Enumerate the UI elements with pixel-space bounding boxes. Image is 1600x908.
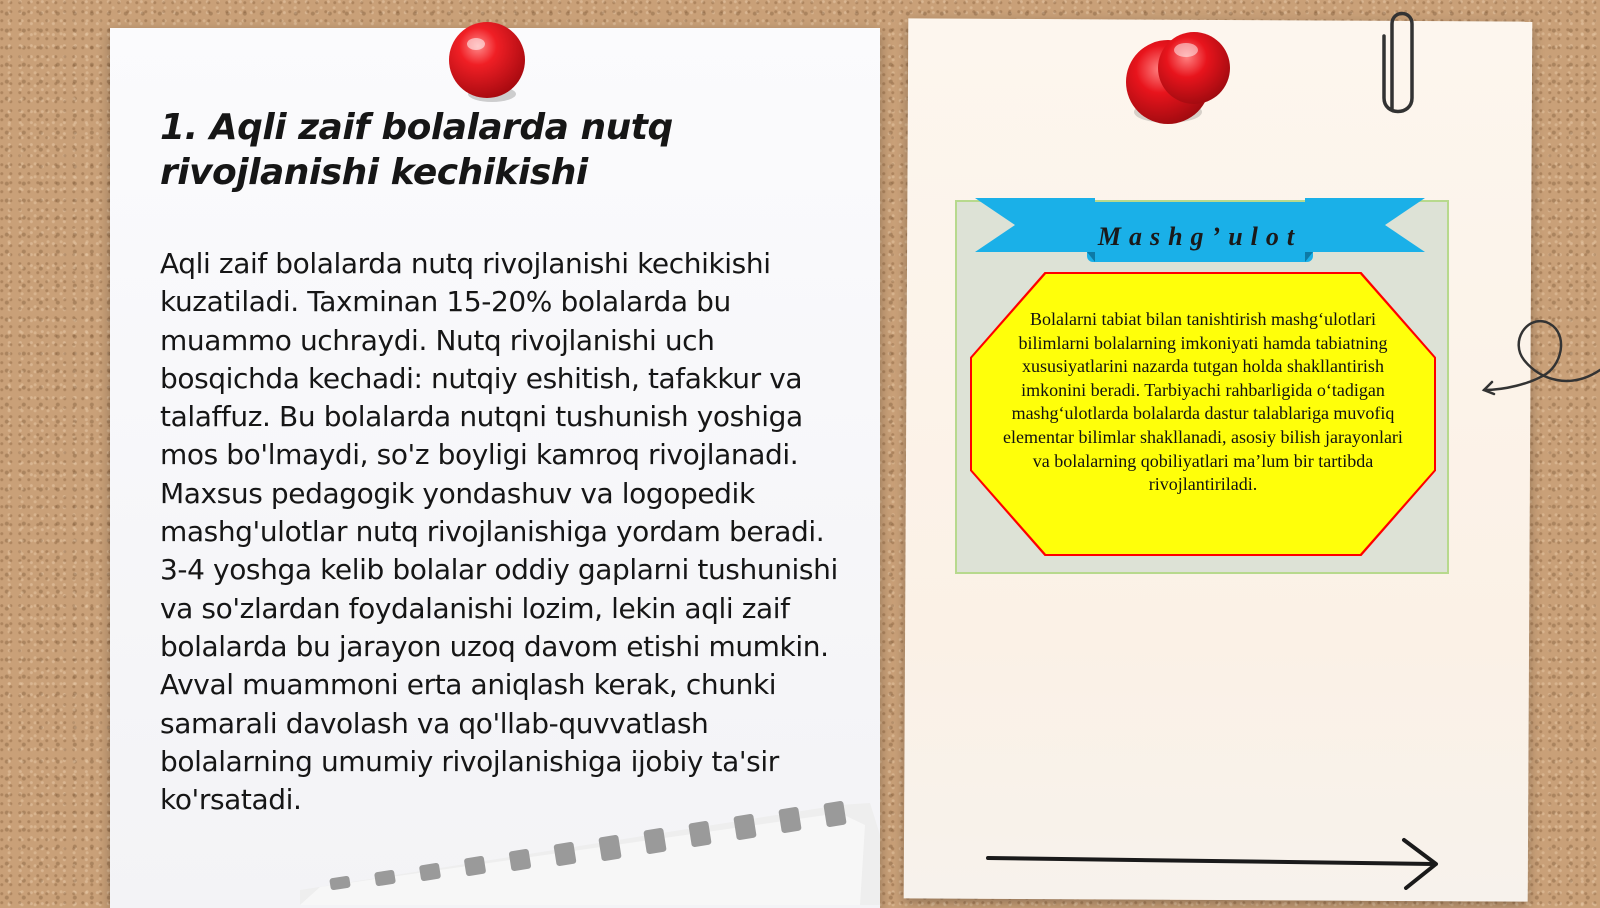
push-pin-icon [448, 20, 528, 106]
paper-clip-icon [1378, 0, 1426, 126]
scribble-arrow-icon [1480, 310, 1600, 410]
ribbon-label: Mashg’ulot [1097, 222, 1303, 251]
push-pin-icon [1124, 30, 1234, 130]
body-paragraph: Aqli zaif bolalarda nutq rivojlanishi kechikishi kuzatiladi. Taxminan 15-20% bolalarda bu muammo uchraydi. Nutq rivojlanishi uch bosqichda kechadi: nutqiy eshitish, tafakkur va talaffuz. Bu bolalarda nutqni tushunish yoshiga mos bo'lmaydi, so'z boyligi kamroq rivojlanadi. Maxsus pedagogik yondashuv va logopedik mashg'ulotlar nutq rivojlanishiga yordam beradi. 3-4 yoshga kelib bolalar oddiy gaplarni tushunishi va so'zlardan foydalanishi lozim, lekin aqli zaif bolalarda bu jarayon uzoq davom etishi mumkin. Avval muammoni erta aniqlash kerak, chunki samarali davolash va qo'llab-quvvatlash bolalarning umumiy rivojlanishiga ijobiy ta'sir ko'rsatadi. [160, 247, 838, 817]
octagon-text: Bolalarni tabiat bilan tanishtirish mashg‘ulotlari bilimlarni bolalarning imkoniyati hamda tabiatning xususiyatlarini nazarda tutgan holda shakllantirish imkonini beradi. Tarbiyachi rahbarligida o‘tadigan mashg‘ulotlarda bolalarda dastur talablariga muvofiq elementar bilimlar shakllanadi, asosiy bilish jarayonlari va bolalarning qobiliyatlari ma’lum bir tartibda rivojlantiriladi. [1003, 309, 1403, 495]
arrow-right-icon [984, 836, 1444, 890]
page-title: 1. Aqli zaif bolalarda nutq rivojlanishi kechikishi [160, 107, 673, 193]
